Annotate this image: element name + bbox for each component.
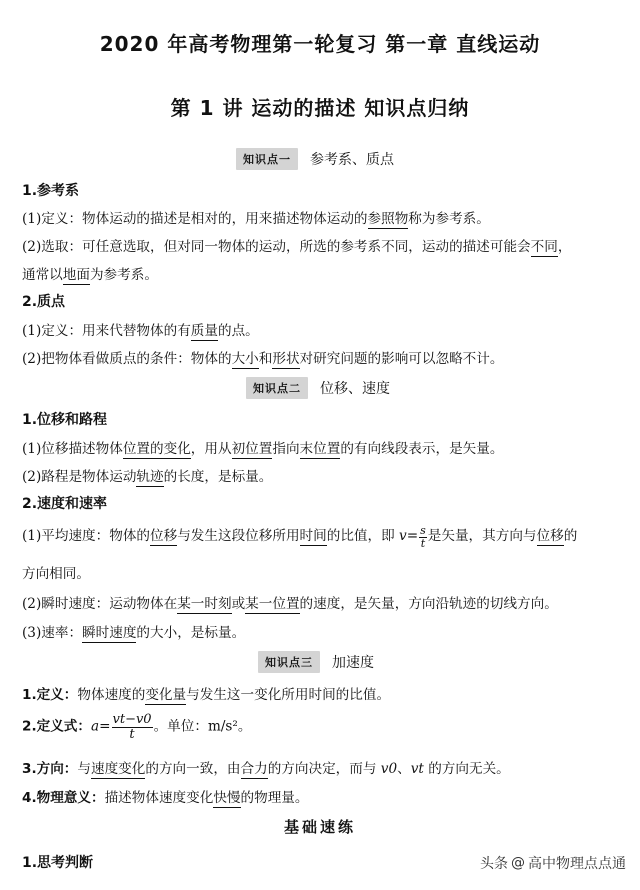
item-label: 4.物理意义： <box>22 790 105 806</box>
lecture-title: 第 1 讲 运动的描述 知识点归纳 <box>170 96 470 120</box>
text-span: 的物理量。 <box>240 790 309 806</box>
underlined-term: 末位置 <box>299 441 341 457</box>
section-heading: 位移、速度 <box>320 381 390 397</box>
underlined-term: 地面 <box>62 267 90 283</box>
text-span: 的长度，是标量。 <box>163 469 273 485</box>
underlined-term: 某一时刻 <box>177 596 232 612</box>
text-span: 对研究问题的影响可以忽略不计。 <box>299 351 504 367</box>
underlined-term: 初位置 <box>231 441 273 457</box>
text-span: 指向 <box>272 441 300 457</box>
text-span: 物体速度的 <box>77 687 146 703</box>
section-3-header <box>258 651 374 673</box>
text-span: ， <box>557 239 572 255</box>
text-span: 的有向线段表示，是矢量。 <box>340 441 504 457</box>
text-span: (2)路程是物体运动 <box>22 469 137 485</box>
text-line <box>22 207 490 227</box>
text-line <box>22 592 558 612</box>
text-span: 通常以 <box>22 267 63 283</box>
text-span: 的 <box>563 528 578 544</box>
document-title: 2020 年高考物理第一轮复习 第一章 直线运动 <box>99 32 541 56</box>
section-heading: 加速度 <box>332 655 374 671</box>
item-label: 1.定义： <box>22 687 78 703</box>
text-span: 与发生这段位移所用 <box>177 528 300 544</box>
subsection-particle: 2.质点 <box>22 294 66 310</box>
text-span: (1)位移描述物体 <box>22 441 123 457</box>
fraction-numerator: s <box>420 523 426 537</box>
item-label: 2.定义式： <box>22 718 91 735</box>
text-line <box>22 524 577 549</box>
subsection-judgment: 1.思考判断 <box>22 855 94 871</box>
text-line <box>22 621 245 641</box>
underlined-term: 大小 <box>231 351 259 367</box>
text-line <box>22 465 272 485</box>
underlined-term: 质量 <box>190 323 218 339</box>
subsection-velocity: 2.速度和速率 <box>22 496 108 512</box>
text-line <box>22 437 503 457</box>
underlined-term: 参照物 <box>367 211 409 227</box>
text-span: 称为参考系。 <box>408 211 490 227</box>
text-line <box>22 786 309 806</box>
text-span: 的速度，是矢量，方向沿轨迹的切线方向。 <box>299 596 558 612</box>
text-span: (2)把物体看做质点的条件：物体的 <box>22 351 232 367</box>
underlined-term: 形状 <box>272 351 300 367</box>
underlined-term: 快慢 <box>213 790 241 806</box>
text-span: 的方向无关。 <box>423 761 510 777</box>
subsection-reference-frame: 1.参考系 <box>22 183 80 199</box>
watermark-separator: @ <box>511 855 525 871</box>
underlined-term: 瞬时速度 <box>82 625 137 641</box>
text-span: 、 <box>397 761 411 777</box>
text-span: 的大小，是标量。 <box>136 625 246 641</box>
fraction-denominator: t <box>129 727 135 742</box>
text-span: 和 <box>258 351 273 367</box>
formula-operator: = <box>99 718 111 735</box>
underlined-term: 位移 <box>150 528 178 544</box>
text-span: ，用从 <box>190 441 232 457</box>
section-badge: 知识点三 <box>258 651 320 673</box>
fraction-numerator: vt−v0 <box>112 712 152 727</box>
underlined-term: 某一位置 <box>245 596 300 612</box>
section-1-header <box>236 148 394 170</box>
formula-variable: v0 <box>380 761 398 777</box>
item-label: 3.方向： <box>22 761 78 777</box>
text-span: (3)速率： <box>22 625 83 641</box>
text-span: (1)定义：物体运动的描述是相对的，用来描述物体运动的 <box>22 211 368 227</box>
underlined-term: 合力 <box>240 761 268 777</box>
text-span: 的点。 <box>217 323 259 339</box>
text-line <box>22 235 571 255</box>
formula-operator: = <box>406 528 419 544</box>
text-span: 描述物体速度变化 <box>104 790 214 806</box>
underlined-term: 不同 <box>530 239 558 255</box>
text-span: 与 <box>77 761 91 777</box>
acceleration-fraction <box>112 713 153 741</box>
text-span: 的方向决定，而与 <box>267 761 381 777</box>
formula-variable: v <box>399 528 407 544</box>
text-line <box>22 713 251 741</box>
text-line <box>22 347 503 367</box>
underlined-term: 位置的变化 <box>122 441 191 457</box>
watermark-name: 高中物理点点通 <box>528 856 626 872</box>
text-line <box>22 757 510 777</box>
text-span: (1)定义：用来代替物体的有 <box>22 323 191 339</box>
formula-variable: a <box>91 718 100 735</box>
text-span: (1)平均速度：物体的 <box>22 528 151 544</box>
underlined-term: 变化量 <box>145 687 187 703</box>
text-span: 的方向一致，由 <box>145 761 241 777</box>
underlined-term: 时间 <box>299 528 327 544</box>
practice-heading: 基础速练 <box>283 818 356 836</box>
text-span: 为参考系。 <box>89 267 158 283</box>
text-span: 的比值，即 <box>326 528 400 544</box>
watermark-prefix: 头条 <box>480 856 508 872</box>
section-badge: 知识点二 <box>246 377 308 399</box>
text-line <box>22 263 158 283</box>
text-line <box>22 683 390 703</box>
text-span: 与发生这一变化所用时间的比值。 <box>186 687 391 703</box>
underlined-term: 速度变化 <box>91 761 146 777</box>
section-heading: 参考系、质点 <box>310 152 394 168</box>
text-span: 。单位：m/s²。 <box>153 718 252 735</box>
subsection-displacement: 1.位移和路程 <box>22 412 108 428</box>
watermark <box>480 853 626 873</box>
fraction-denominator: t <box>420 536 426 550</box>
text-span: 是矢量，其方向与 <box>427 528 537 544</box>
text-line <box>22 319 259 339</box>
section-badge: 知识点一 <box>236 148 298 170</box>
text-span: 或 <box>231 596 246 612</box>
text-line: 方向相同。 <box>22 566 90 582</box>
text-span: (2)选取：可任意选取，但对同一物体的运动，所选的参考系不同，运动的描述可能会 <box>22 239 531 255</box>
formula-variable: vt <box>410 761 424 777</box>
text-span: (2)瞬时速度：运动物体在 <box>22 596 178 612</box>
section-2-header <box>246 377 390 399</box>
underlined-term: 轨迹 <box>136 469 164 485</box>
underlined-term: 位移 <box>536 528 564 544</box>
velocity-fraction <box>419 525 427 549</box>
